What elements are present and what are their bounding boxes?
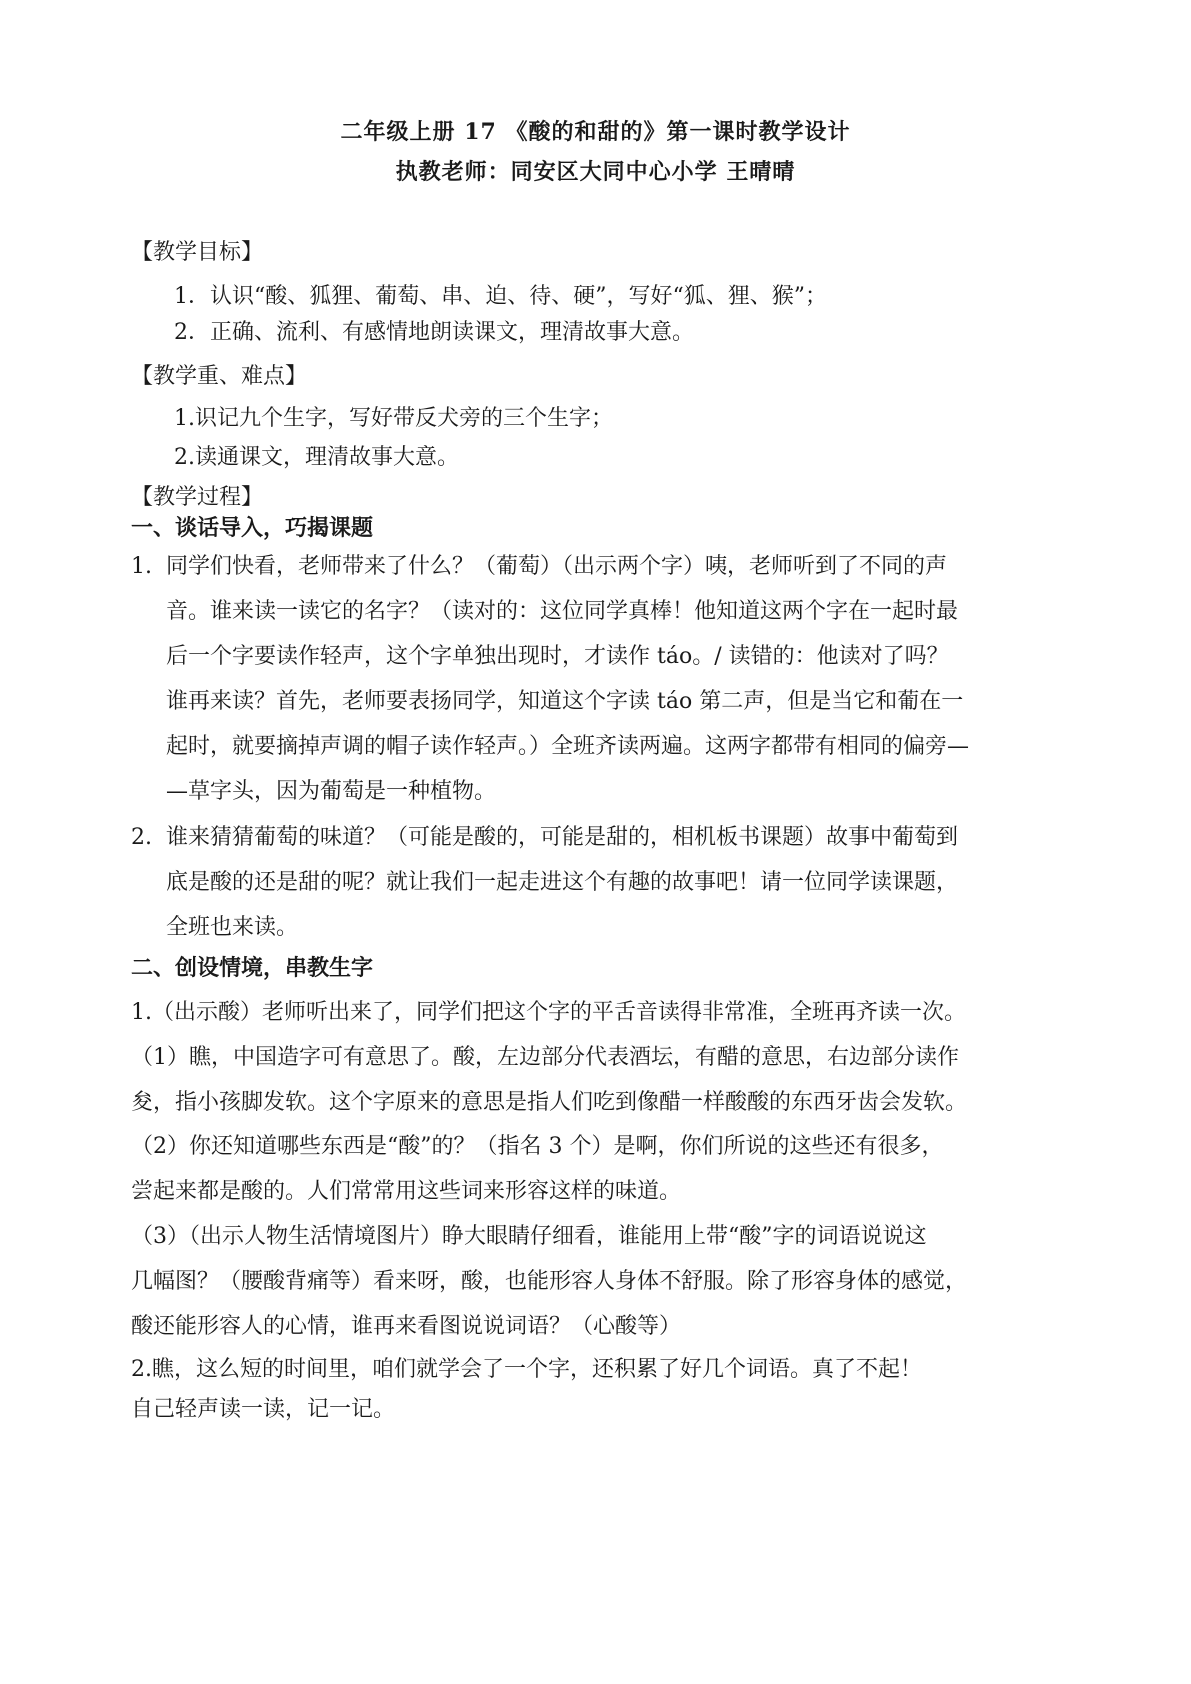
paragraph-line: （2）你还知道哪些东西是“酸”的？（指名 3 个）是啊，你们所说的这些还有很多， bbox=[131, 1134, 944, 1159]
section1-heading: 一、谈话导入，巧揭课题 bbox=[131, 515, 374, 541]
paragraph-line: 谁来猜猜葡萄的味道？（可能是酸的，可能是甜的，相机板书课题）故事中葡萄到 bbox=[166, 825, 959, 850]
paragraph-line: 自己轻声读一读，记一记。 bbox=[131, 1397, 396, 1422]
paragraph-line: 夋，指小孩脚发软。这个字原来的意思是指人们吃到像醋一样酸酸的东西牙齿会发软。 bbox=[131, 1090, 968, 1115]
document-title: 二年级上册 17 《酸的和甜的》第一课时教学设计 bbox=[340, 119, 851, 145]
paragraph-line: 同学们快看，老师带来了什么？（葡萄）（出示两个字）咦，老师听到了不同的声 bbox=[166, 554, 948, 579]
paragraph-line: 1.（出示酸）老师听出来了，同学们把这个字的平舌音读得非常准，全班再齐读一次。 bbox=[131, 1000, 966, 1025]
item2-number: 2. bbox=[131, 825, 152, 850]
goal-item: 1．认识“酸、狐狸、葡萄、串、迫、待、硬”，写好“狐、狸、猴”； bbox=[174, 284, 827, 309]
key-heading: 【教学重、难点】 bbox=[131, 364, 308, 389]
paragraph-line: 2.瞧，这么短的时间里，咱们就学会了一个字，还积累了好几个词语。真了不起！ bbox=[131, 1357, 922, 1382]
paragraph-line: —草字头，因为葡萄是一种植物。 bbox=[166, 779, 497, 804]
process-heading: 【教学过程】 bbox=[131, 485, 264, 510]
paragraph-line: 全班也来读。 bbox=[166, 915, 299, 940]
goal-item: 2．正确、流利、有感情地朗读课文，理清故事大意。 bbox=[174, 320, 694, 345]
paragraph-line: 后一个字要读作轻声，这个字单独出现时，才读作 táo。/ 读错的：他读对了吗？ bbox=[166, 644, 949, 669]
key-point: 2.读通课文，理清故事大意。 bbox=[174, 445, 459, 470]
paragraph-line: 谁再来读？首先，老师要表扬同学，知道这个字读 táo 第二声，但是当它和葡在一 bbox=[166, 689, 964, 714]
paragraph-line: 起时，就要摘掉声调的帽子读作轻声。）全班齐读两遍。这两字都带有相同的偏旁— bbox=[166, 734, 970, 759]
paragraph-line: （3）（出示人物生活情境图片）睁大眼睛仔细看，谁能用上带“酸”字的词语说说这 bbox=[131, 1224, 927, 1249]
paragraph-line: 底是酸的还是甜的呢？就让我们一起走进这个有趣的故事吧！请一位同学读课题， bbox=[166, 870, 959, 895]
section2-heading: 二、创设情境，串教生字 bbox=[131, 955, 374, 981]
document-subtitle: 执教老师：同安区大同中心小学 王晴晴 bbox=[395, 159, 796, 185]
goals-heading: 【教学目标】 bbox=[131, 240, 264, 265]
paragraph-line: （1）瞧，中国造字可有意思了。酸，左边部分代表酒坛，有醋的意思，右边部分读作 bbox=[131, 1045, 959, 1070]
item1-number: 1. bbox=[131, 554, 152, 579]
paragraph-line: 尝起来都是酸的。人们常常用这些词来形容这样的味道。 bbox=[131, 1179, 682, 1204]
paragraph-line: 酸还能形容人的心情，谁再来看图说说词语？（心酸等） bbox=[131, 1314, 682, 1339]
key-point: 1.识记九个生字，写好带反犬旁的三个生字； bbox=[174, 406, 613, 431]
paragraph-line: 音。谁来读一读它的名字？（读对的：这位同学真棒！他知道这两个字在一起时最 bbox=[166, 599, 959, 624]
paragraph-line: 几幅图？（腰酸背痛等）看来呀，酸，也能形容人身体不舒服。除了形容身体的感觉， bbox=[131, 1269, 968, 1294]
